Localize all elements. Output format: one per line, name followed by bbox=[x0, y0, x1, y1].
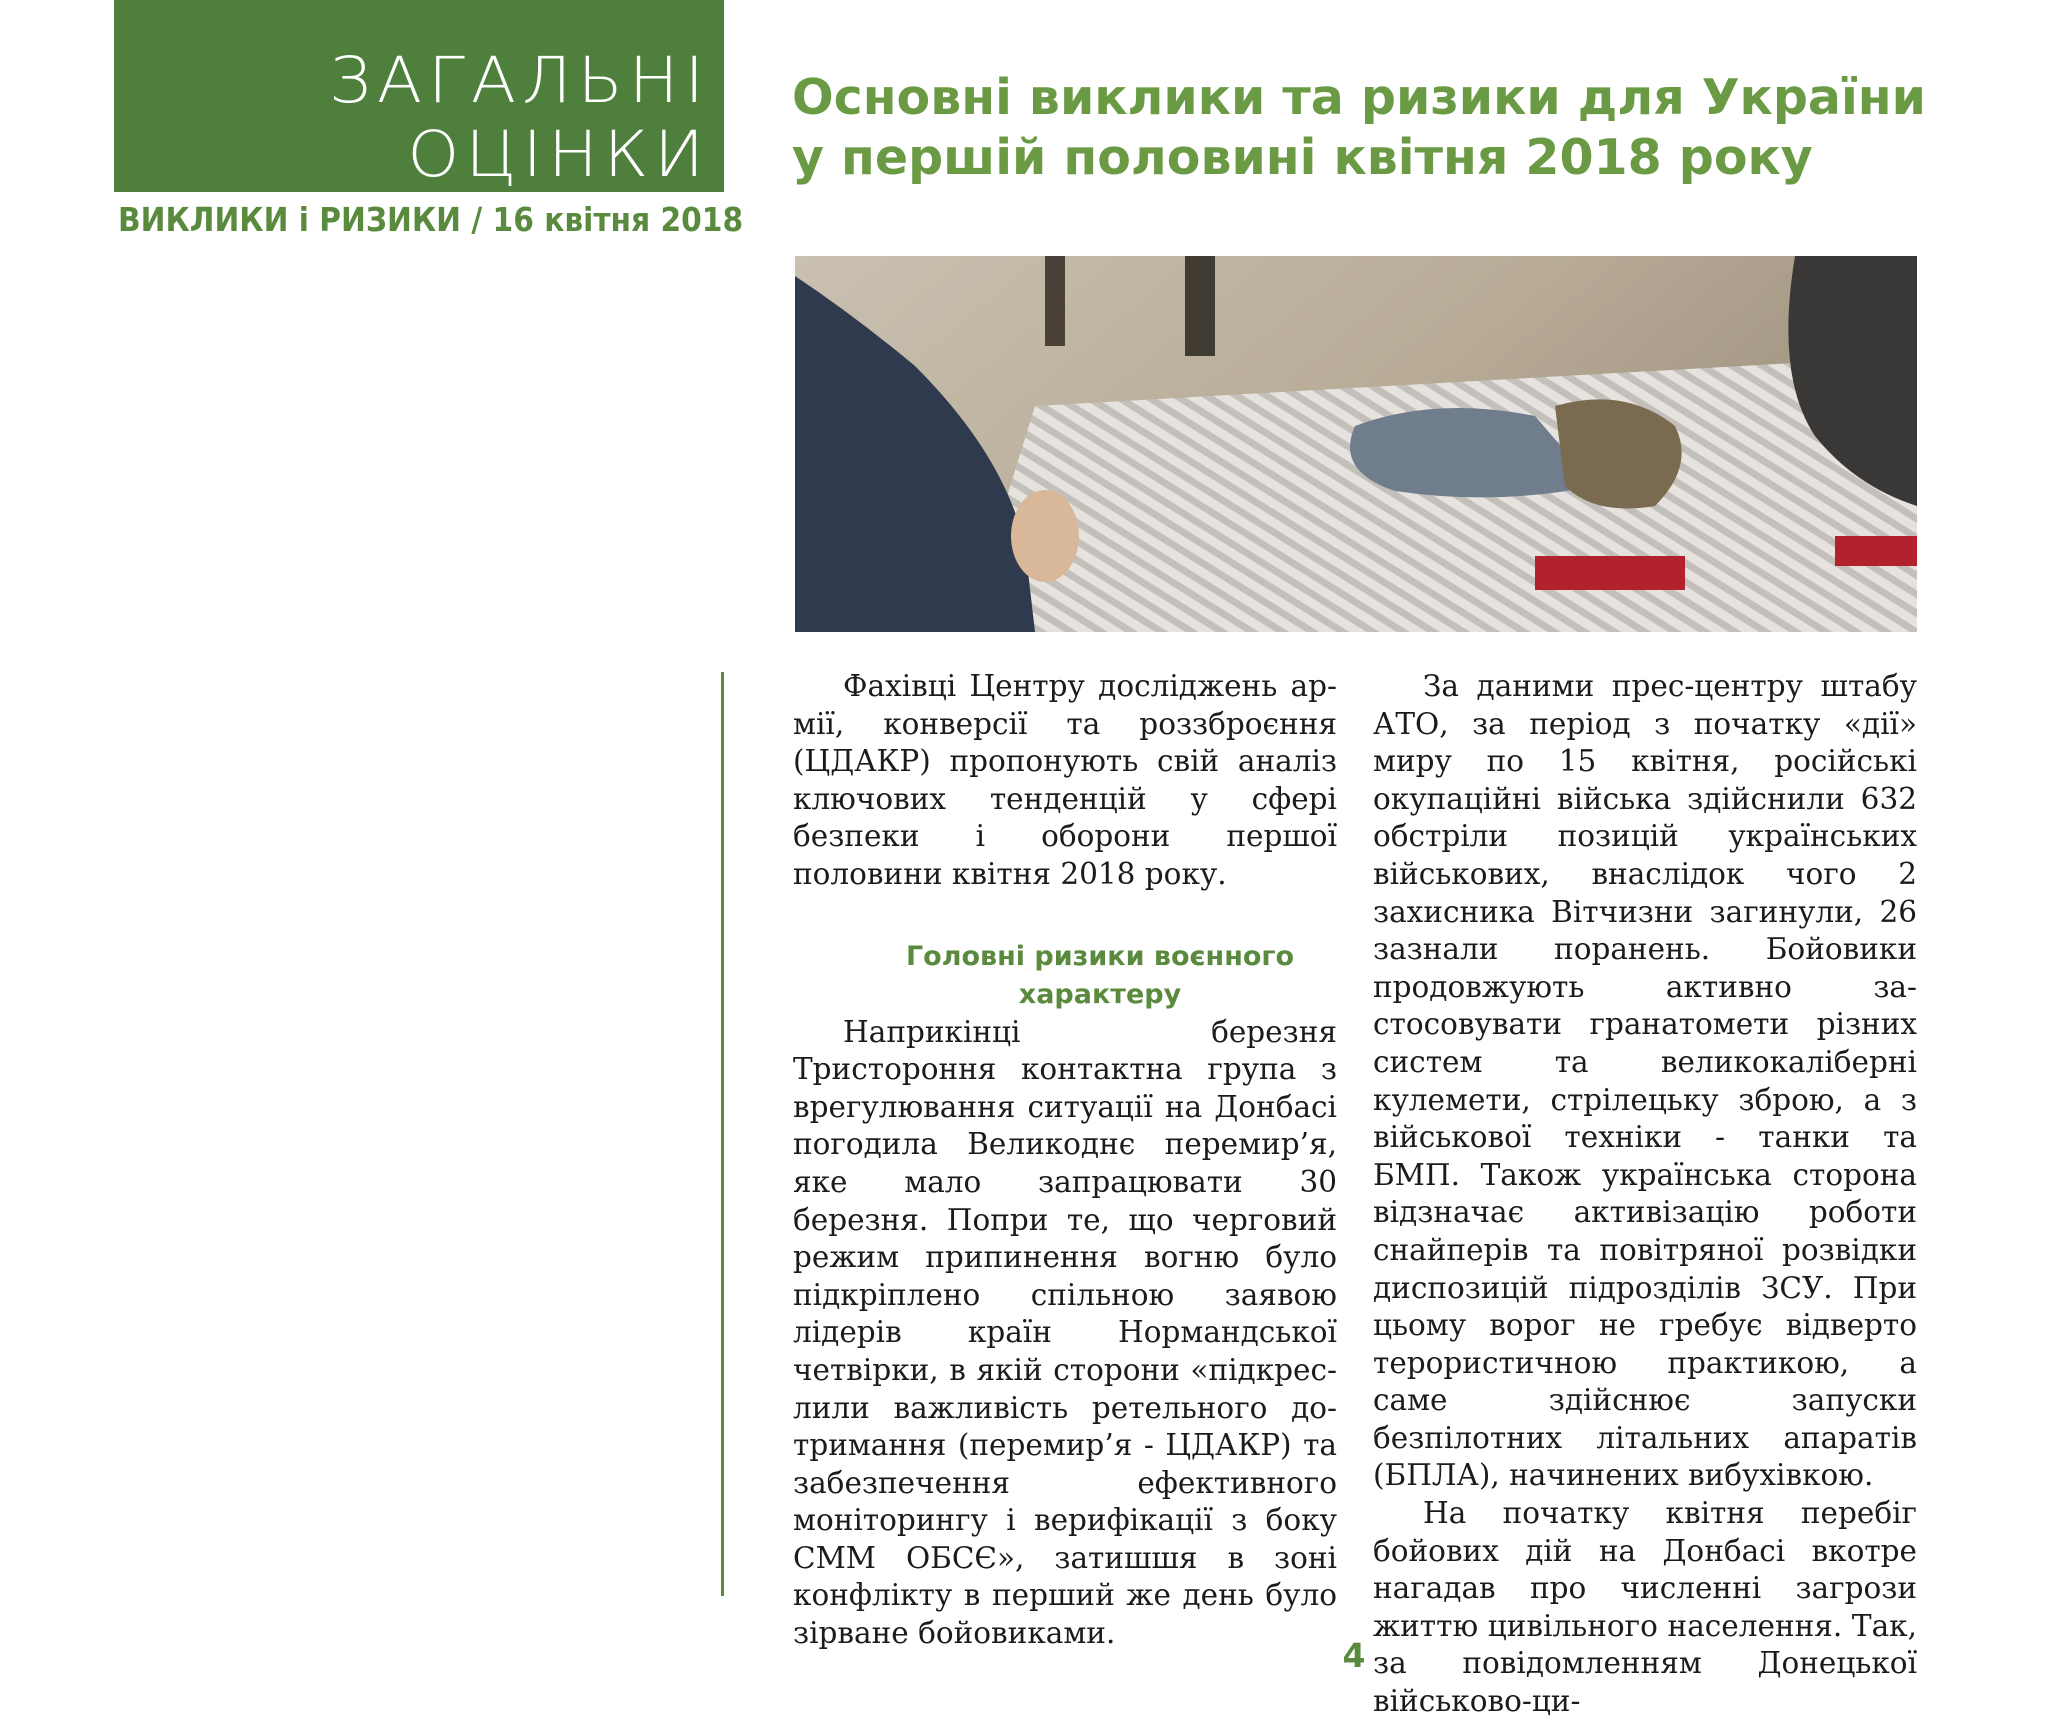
column-divider-bar bbox=[721, 672, 724, 1596]
red-cloth bbox=[1535, 556, 1685, 590]
section-title-line1: ЗАГАЛЬНІ bbox=[328, 43, 710, 118]
text-column-left bbox=[793, 668, 1337, 1653]
section-banner bbox=[114, 0, 724, 192]
subheading: Головні ризики воєнного характеру bbox=[905, 940, 1295, 1010]
body-paragraph-1: Наприкінці березня Тристороння контактна група з врегулювання ситуації на Донбасі погодила Великоднє перемир’я, яке мало запрацювати 30 березня. Попри те, що черговий режим припинення вогню було підкріплено спільною заявою лідерів країн Нормандської четвірки, в якій сторони «підкреслили важливість ретельного дотримання (перемир’я - ЦДАКР) та забезпечення ефективного моніторингу і верифікації з боку СММ ОБСЄ», затишшя в зоні конфлікту в перший же день було зірване бойовиками. bbox=[793, 1014, 1337, 1651]
body-paragraph-2: За даними прес-центру штабу АТО, за період з початку «дії» миру по 15 квітня, російські окупаційні війська здійснили 632 обстріли позицій українських військових, внаслідок чого 2 захисника Вітчизни загинули, 26 зазнали поранень. Бойовики продовжують активно застосовувати гранатомети різних систем та великокаліберні кулемети, стрілецьку зброю, а з військової техніки - танки та БМП. Також українська сторона відзначає активізацію роботи снайперів та повітряної розвідки диспозицій підрозділів ЗСУ. При цьому ворог не гребує відверто терористичною практикою, а саме здійснює запуски безпілотних літальних апаратів (БПЛА), начинених вибухівкою. bbox=[1373, 669, 1917, 1493]
photo-illustration bbox=[795, 256, 1917, 632]
article-photo bbox=[795, 256, 1917, 632]
page-number: 4 bbox=[1342, 1636, 1366, 1675]
issue-line: ВИКЛИКИ і РИЗИКИ / 16 квітня 2018 bbox=[118, 200, 744, 239]
section-title-line2: ОЦІНКИ bbox=[407, 117, 710, 192]
intro-paragraph: Фахівці Центру досліджень армії, конверсії та роззброєння (ЦДАКР) пропонують свій аналіз ключових тенденцій у сфері безпеки і оборони першої половини квітня 2018 року. bbox=[793, 669, 1337, 891]
text-column-right bbox=[1373, 668, 1917, 1721]
article-title: Основні виклики та ризики для України у першій половині квітня 2018 року bbox=[792, 69, 1926, 186]
body-paragraph-3: На початку квітня перебіг бойових дій на Донбасі вкотре нагадав про численні загрози життю цивільного населення. Так, за повідомленням Донецької військово-ци- bbox=[1373, 1496, 1917, 1719]
